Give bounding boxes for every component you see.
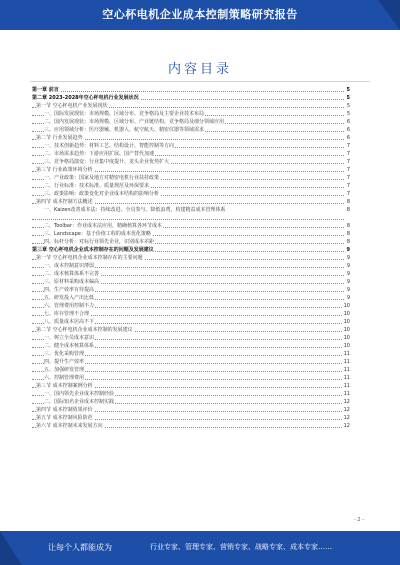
toc-entry-title: 三、应用领域分析：医疗器械、机器人、航空航天、精密仪器等领域需求 <box>44 127 205 133</box>
toc-entry-page: 10 <box>343 343 350 349</box>
toc-entry-title: 第二节 行业发展趋势 <box>36 135 83 141</box>
toc-entry-title: 第四节 成本控制效果评价 <box>36 407 93 413</box>
toc-entry-page: 8 <box>346 199 350 205</box>
toc-entry-page: 8 <box>346 231 350 237</box>
footer-slogan: 让每个人都能成为 <box>48 543 112 552</box>
toc-entry-title: 二、Toolbar：作业成本法应用，精确核算各环节成本 <box>44 223 163 229</box>
toc-entry-title: 第一节 空心杯电机企业成本控制存在的主要问题 <box>36 255 143 261</box>
toc-entry[interactable] <box>32 350 350 358</box>
toc-entry[interactable] <box>32 238 350 246</box>
toc-entry-title: 一、国际发展现状：市场规模、区域分布、竞争格局及主要企业技术布局 <box>44 111 205 117</box>
footer-roles: 行业专家、管理专家、营销专家、战略专家、成本专家…… <box>150 543 332 551</box>
toc-entry[interactable] <box>32 294 350 302</box>
toc-entry[interactable] <box>32 126 350 134</box>
toc-entry[interactable] <box>32 382 350 390</box>
toc-entry[interactable] <box>32 318 350 326</box>
toc-entry-page: 7 <box>346 151 350 157</box>
toc-entry-title: 一、树立全员成本意识 <box>44 335 95 341</box>
toc-entry-title: 第六节 成本控制未来发展方向 <box>36 423 103 429</box>
toc-entry-title: 四、提升生产效率 <box>44 359 85 365</box>
toc-entry[interactable] <box>32 222 350 230</box>
toc-entry[interactable] <box>32 374 350 382</box>
toc-entry-page: 5 <box>346 95 350 101</box>
toc-entry-page: 8 <box>346 239 350 245</box>
toc-entry[interactable] <box>32 390 350 398</box>
toc-leader-dots <box>32 219 344 220</box>
toc-entry[interactable] <box>32 134 350 142</box>
toc-entry-page: 11 <box>343 351 350 357</box>
toc-entry[interactable] <box>32 254 350 262</box>
toc-entry-title: 五、研发投入产出比低 <box>44 295 95 301</box>
toc-entry[interactable] <box>32 182 350 190</box>
toc-entry[interactable] <box>32 414 350 422</box>
toc-entry-title: 二、国际知名企业成本控制实践 <box>44 399 115 405</box>
toc-entry[interactable] <box>32 206 350 222</box>
toc-entry-page: 9 <box>346 287 350 293</box>
toc-entry-title: 一、产业政策：国家及地方对精密电机行业扶持政策 <box>44 175 160 181</box>
toc-entry-page: 12 <box>343 399 350 405</box>
toc-entry-page: 5 <box>346 111 350 117</box>
toc-entry-title: 第二节 空心杯电机企业成本控制的发展建议 <box>36 327 133 333</box>
toc-entry-title: 第四节 成本控制方法概述 <box>36 199 93 205</box>
toc-entry[interactable] <box>32 94 350 102</box>
table-of-contents <box>32 86 350 430</box>
toc-entry-page: 10 <box>343 327 350 333</box>
toc-entry-page: 6 <box>346 119 350 125</box>
toc-entry[interactable] <box>32 278 350 286</box>
toc-entry[interactable] <box>32 110 350 118</box>
toc-entry[interactable] <box>32 86 350 94</box>
toc-entry-title: 二、健全成本核算体系 <box>44 343 95 349</box>
toc-heading: 内容目录 <box>167 62 232 77</box>
toc-entry[interactable] <box>32 326 350 334</box>
footer-corner-accent <box>0 531 22 565</box>
toc-entry-page: 7 <box>346 167 350 173</box>
toc-entry-title: 八、质量成本居高不下 <box>44 319 95 325</box>
toc-entry-page: 10 <box>343 335 350 341</box>
toc-entry-page: 7 <box>346 175 350 181</box>
toc-entry-page: 11 <box>343 391 350 397</box>
toc-entry-title: 第五节 成本控制风险防范 <box>36 415 93 421</box>
toc-entry-page: 5 <box>346 87 350 93</box>
toc-entry-title: 三、Landscape：基于价值工程的成本优化策略 <box>44 231 151 237</box>
toc-entry-page: 12 <box>343 423 350 429</box>
toc-entry-title: 五、加强研发管理 <box>44 367 85 373</box>
toc-entry[interactable] <box>32 406 350 414</box>
toc-entry-page: 9 <box>346 247 350 253</box>
toc-entry-page: 7 <box>346 143 350 149</box>
toc-entry-title: 三、竞争格局演变：行业集中度提升、龙头企业优势扩大 <box>44 159 170 165</box>
toc-entry-title: 二、市场需求趋势：下游应用扩展、国产替代加速 <box>44 151 155 157</box>
toc-entry-title: 三、优化采购管理 <box>44 351 85 357</box>
toc-entry-page: 10 <box>343 319 350 325</box>
toc-entry-title: 四、标杆分析：对标行业领先企业，识别成本差距 <box>44 239 155 245</box>
toc-entry[interactable] <box>32 398 350 406</box>
toc-entry-page: 6 <box>346 127 350 133</box>
toc-entry-title: 一、Kaizen改善成本法：持续改进、全员参与、降低浪费，构建精益成本管理体系 <box>44 207 226 213</box>
toc-entry[interactable] <box>32 190 350 198</box>
toc-entry[interactable] <box>32 366 350 374</box>
toc-entry-page: 9 <box>346 279 350 285</box>
toc-entry-title: 六、管理费用控制不力 <box>44 303 95 309</box>
toc-entry-page: 11 <box>343 367 350 373</box>
toc-entry[interactable] <box>32 246 350 254</box>
toc-entry[interactable] <box>32 422 350 430</box>
toc-entry[interactable] <box>32 174 350 182</box>
toc-entry-page: 8 <box>346 207 350 213</box>
toc-entry-title: 第一章 前言 <box>32 87 59 93</box>
report-title: 空心杯电机企业成本控制策略研究报告 <box>102 8 298 21</box>
page-number: - 2 - <box>354 517 364 523</box>
toc-entry-title: 四、生产效率有待提高 <box>44 287 95 293</box>
toc-entry-title: 六、控制管理费用 <box>44 375 85 381</box>
toc-entry-page: 11 <box>343 375 350 381</box>
toc-entry-page: 7 <box>346 183 350 189</box>
toc-entry-title: 第二章 2023-2028年空心杯电机行业发展状况 <box>32 95 139 101</box>
toc-entry-page: 12 <box>343 407 350 413</box>
toc-entry[interactable] <box>32 198 350 206</box>
toc-entry[interactable] <box>32 166 350 174</box>
toc-entry-title: 七、库存管理不合理 <box>44 311 90 317</box>
toc-entry-title: 二、行业标准：技术标准、质量规范及环保要求 <box>44 183 150 189</box>
toc-entry-title: 二、成本核算体系不完善 <box>44 271 100 277</box>
toc-entry[interactable] <box>32 286 350 294</box>
toc-entry-page: 7 <box>346 159 350 165</box>
toc-entry-title: 第三节 行业政策环境分析 <box>36 167 93 173</box>
toc-entry-title: 第三章 空心杯电机企业成本控制存在的问题及发展建议 <box>32 247 154 253</box>
toc-entry[interactable] <box>32 342 350 350</box>
toc-entry-page: 10 <box>343 303 350 309</box>
toc-entry[interactable] <box>32 118 350 126</box>
toc-entry[interactable] <box>32 334 350 342</box>
toc-entry-page: 11 <box>343 359 350 365</box>
toc-entry-page: 8 <box>346 223 350 229</box>
toc-entry[interactable] <box>32 310 350 318</box>
toc-entry[interactable] <box>32 150 350 158</box>
toc-entry[interactable] <box>32 102 350 110</box>
toc-entry-page: 9 <box>346 271 350 277</box>
toc-entry-title: 一、国内领先企业成本控制经验 <box>44 391 115 397</box>
toc-entry-title: 二、国内发展现状：市场规模、区域分布、产业链结构、竞争格局及细分领域应用 <box>44 119 225 125</box>
toc-entry-page: 5 <box>346 103 350 109</box>
toc-entry[interactable] <box>32 358 350 366</box>
toc-entry-title: 第一节 空心杯电机产业发展现状 <box>36 103 108 109</box>
toc-entry-title: 一、成本控制意识薄弱 <box>44 263 95 269</box>
toc-entry-title: 一、技术创新趋势：材料工艺、结构设计、智能控制等方向 <box>44 143 175 149</box>
toc-entry[interactable] <box>32 270 350 278</box>
toc-entry-page: 9 <box>346 255 350 261</box>
toc-entry-title: 三、政策影响：政策变化对企业成本结构的影响分析 <box>44 191 160 197</box>
toc-entry-page: 9 <box>346 295 350 301</box>
toc-entry[interactable] <box>32 230 350 238</box>
toc-entry[interactable] <box>32 302 350 310</box>
toc-entry-title: 三、原材料采购成本偏高 <box>44 279 100 285</box>
toc-entry[interactable] <box>32 142 350 150</box>
toc-entry-page: 7 <box>346 191 350 197</box>
toc-entry[interactable] <box>32 158 350 166</box>
toc-leader-dots <box>32 91 344 92</box>
toc-entry-page: 11 <box>343 383 350 389</box>
toc-entry-title: 第三节 成本控制案例分析 <box>36 383 93 389</box>
toc-entry-page: 9 <box>346 263 350 269</box>
toc-entry-page: 6 <box>346 135 350 141</box>
toc-entry[interactable] <box>32 262 350 270</box>
toc-entry-page: 12 <box>343 415 350 421</box>
toc-heading-divider <box>30 81 370 82</box>
toc-entry-page: 10 <box>343 311 350 317</box>
